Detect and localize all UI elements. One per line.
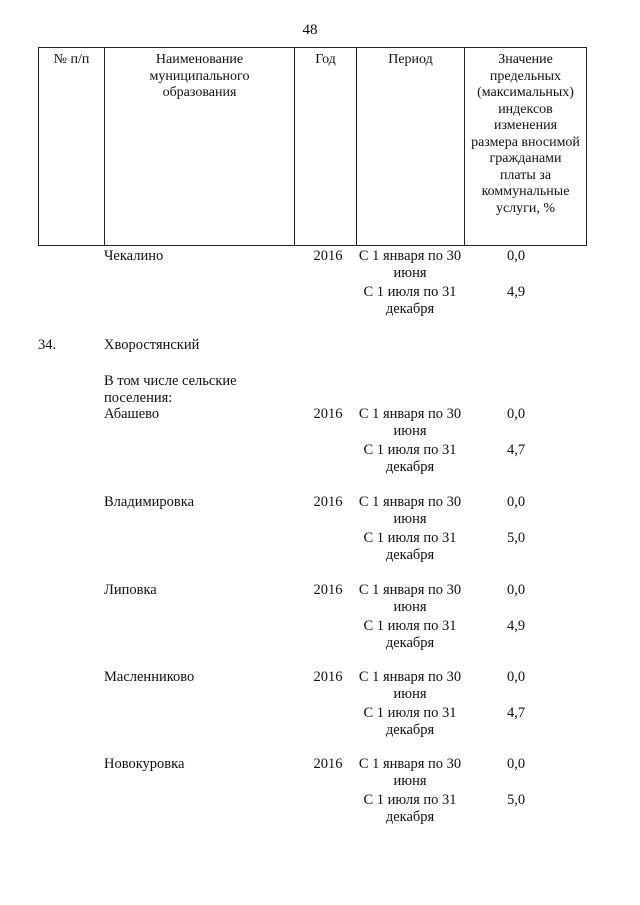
- row-year: 2016: [313, 494, 343, 510]
- row-period-1: С 1 января по 30 июня: [358, 669, 462, 702]
- row-period-2: С 1 июля по 31 декабря: [363, 705, 457, 738]
- table-header: [38, 47, 587, 246]
- row-value-1: 0,0: [506, 248, 526, 264]
- row-year: 2016: [313, 406, 343, 422]
- row-name: Масленниково: [104, 669, 195, 685]
- row-year: 2016: [313, 582, 343, 598]
- header-value: Значение предельных (максимальных) индексов изменения размера вносимой гражданами платы за коммунальные услуги, %: [465, 48, 587, 246]
- header-year: Год: [295, 48, 357, 246]
- row-name: Чекалино: [104, 248, 164, 264]
- section-subheading: В том числе сельские поселения:: [104, 373, 237, 406]
- row-value-1: 0,0: [506, 582, 526, 598]
- row-period-1: С 1 января по 30 июня: [358, 756, 462, 789]
- row-value-1: 0,0: [506, 406, 526, 422]
- row-year: 2016: [313, 669, 343, 685]
- row-period-1: С 1 января по 30 июня: [358, 248, 462, 281]
- row-value-2: 4,7: [506, 442, 526, 458]
- header-num: № п/п: [39, 48, 105, 246]
- row-value-2: 4,9: [506, 618, 526, 634]
- row-year: 2016: [313, 248, 343, 264]
- row-period-2: С 1 июля по 31 декабря: [363, 530, 457, 563]
- row-period-1: С 1 января по 30 июня: [358, 582, 462, 615]
- row-period-2: С 1 июля по 31 декабря: [363, 442, 457, 475]
- row-value-2: 5,0: [506, 530, 526, 546]
- row-period-1: С 1 января по 30 июня: [358, 406, 462, 439]
- row-value-2: 5,0: [506, 792, 526, 808]
- row-period-2: С 1 июля по 31 декабря: [363, 618, 457, 651]
- row-period-2: С 1 июля по 31 декабря: [363, 792, 457, 825]
- section-number: 34.: [38, 337, 57, 353]
- header-period: Период: [357, 48, 465, 246]
- page-number: 48: [302, 22, 318, 38]
- row-name: Новокуровка: [104, 756, 185, 772]
- section-name: Хворостянский: [104, 337, 200, 353]
- row-value-1: 0,0: [506, 756, 526, 772]
- row-period-2: С 1 июля по 31 декабря: [363, 284, 457, 317]
- row-name: Абашево: [104, 406, 160, 422]
- row-period-1: С 1 января по 30 июня: [358, 494, 462, 527]
- header-name: Наименование муниципального образования: [105, 48, 295, 246]
- row-name: Владимировка: [104, 494, 195, 510]
- row-name: Липовка: [104, 582, 157, 598]
- row-year: 2016: [313, 756, 343, 772]
- row-value-2: 4,7: [506, 705, 526, 721]
- row-value-2: 4,9: [506, 284, 526, 300]
- row-value-1: 0,0: [506, 494, 526, 510]
- row-value-1: 0,0: [506, 669, 526, 685]
